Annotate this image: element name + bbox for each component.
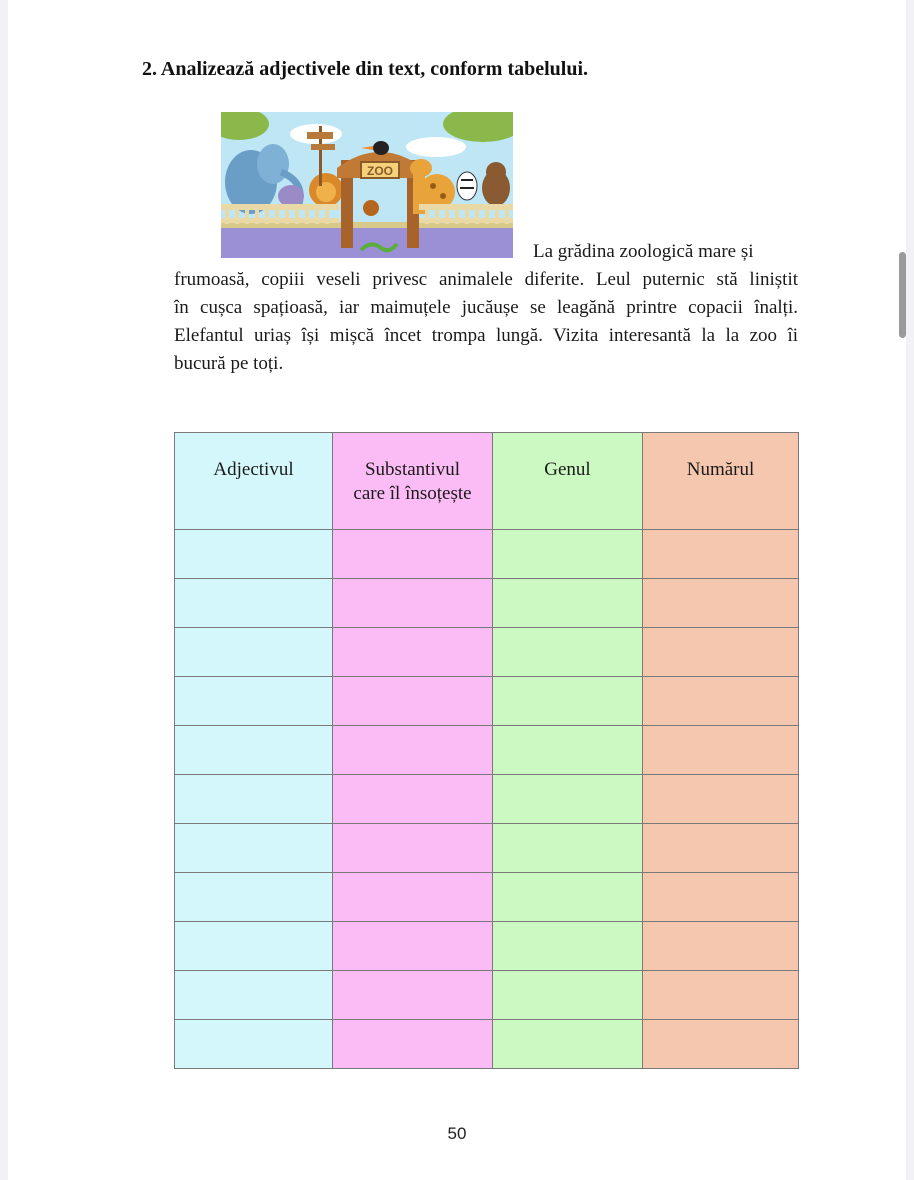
table-row xyxy=(175,726,799,775)
table-row xyxy=(175,628,799,677)
numarul-cell[interactable] xyxy=(643,579,799,628)
substantivul-cell[interactable] xyxy=(333,775,493,824)
substantivul-cell[interactable] xyxy=(333,726,493,775)
header-adjectivul xyxy=(175,433,333,530)
substantivul-cell[interactable] xyxy=(333,579,493,628)
paragraph-line: frumoasă, copiii veseli privesc animalele diferite. Leul puternic stă liniștit xyxy=(174,269,798,290)
numarul-cell[interactable] xyxy=(643,824,799,873)
substantivul-cell[interactable] xyxy=(333,530,493,579)
genul-cell[interactable] xyxy=(493,775,643,824)
genul-cell[interactable] xyxy=(493,677,643,726)
adjectivul-cell[interactable] xyxy=(175,726,333,775)
genul-cell[interactable] xyxy=(493,628,643,677)
table-row xyxy=(175,579,799,628)
adjectivul-cell[interactable] xyxy=(175,677,333,726)
numarul-cell[interactable] xyxy=(643,971,799,1020)
zoo-illustration xyxy=(221,112,513,258)
adjectivul-cell[interactable] xyxy=(175,628,333,677)
table-body xyxy=(175,530,799,1069)
adjectivul-cell[interactable] xyxy=(175,579,333,628)
header-numarul xyxy=(643,433,799,530)
adjective-analysis-table xyxy=(174,432,799,1069)
table-row xyxy=(175,677,799,726)
genul-cell[interactable] xyxy=(493,530,643,579)
adjectivul-cell[interactable] xyxy=(175,824,333,873)
substantivul-cell[interactable] xyxy=(333,824,493,873)
table-row xyxy=(175,922,799,971)
substantivul-cell[interactable] xyxy=(333,1020,493,1069)
adjectivul-cell[interactable] xyxy=(175,922,333,971)
header-label: Substantivul xyxy=(364,459,460,480)
adjectivul-cell[interactable] xyxy=(175,1020,333,1069)
genul-cell[interactable] xyxy=(493,824,643,873)
numarul-cell[interactable] xyxy=(643,1020,799,1069)
header-label: Genul xyxy=(544,459,591,480)
header-label: Adjectivul xyxy=(213,459,294,480)
substantivul-cell[interactable] xyxy=(333,922,493,971)
paragraph-line: bucură pe toți. xyxy=(174,353,284,374)
header-label: care îl însoțește xyxy=(353,483,472,504)
numarul-cell[interactable] xyxy=(643,677,799,726)
numarul-cell[interactable] xyxy=(643,873,799,922)
header-substantivul xyxy=(333,433,493,530)
substantivul-cell[interactable] xyxy=(333,971,493,1020)
numarul-cell[interactable] xyxy=(643,628,799,677)
genul-cell[interactable] xyxy=(493,971,643,1020)
genul-cell[interactable] xyxy=(493,579,643,628)
paragraph-line: La grădina zoologică mare și xyxy=(533,241,754,262)
table-header-row xyxy=(175,433,799,530)
scrollbar-thumb[interactable] xyxy=(899,252,906,338)
table-row xyxy=(175,873,799,922)
genul-cell[interactable] xyxy=(493,1020,643,1069)
numarul-cell[interactable] xyxy=(643,726,799,775)
paragraph-line: în cușca spațioasă, iar maimuțele jucăușe se leagănă printre copacii înalți. xyxy=(174,297,798,318)
substantivul-cell[interactable] xyxy=(333,677,493,726)
adjectivul-cell[interactable] xyxy=(175,873,333,922)
substantivul-cell[interactable] xyxy=(333,873,493,922)
genul-cell[interactable] xyxy=(493,922,643,971)
genul-cell[interactable] xyxy=(493,726,643,775)
numarul-cell[interactable] xyxy=(643,775,799,824)
page-number: 50 xyxy=(447,1124,467,1143)
exercise-heading: 2. Analizează adjectivele din text, conform tabelului. xyxy=(142,58,589,80)
numarul-cell[interactable] xyxy=(643,922,799,971)
table-row xyxy=(175,1020,799,1069)
table-row xyxy=(175,824,799,873)
genul-cell[interactable] xyxy=(493,873,643,922)
table-row xyxy=(175,530,799,579)
numarul-cell[interactable] xyxy=(643,530,799,579)
header-genul xyxy=(493,433,643,530)
adjectivul-cell[interactable] xyxy=(175,971,333,1020)
zoo-sign-text: ZOO xyxy=(367,164,393,178)
paragraph-line: Elefantul uriaș își mișcă încet trompa lungă. Vizita interesantă la la zoo îi xyxy=(174,325,798,346)
adjectivul-cell[interactable] xyxy=(175,530,333,579)
header-label: Numărul xyxy=(686,459,755,480)
substantivul-cell[interactable] xyxy=(333,628,493,677)
table-row xyxy=(175,775,799,824)
table-row xyxy=(175,971,799,1020)
adjectivul-cell[interactable] xyxy=(175,775,333,824)
